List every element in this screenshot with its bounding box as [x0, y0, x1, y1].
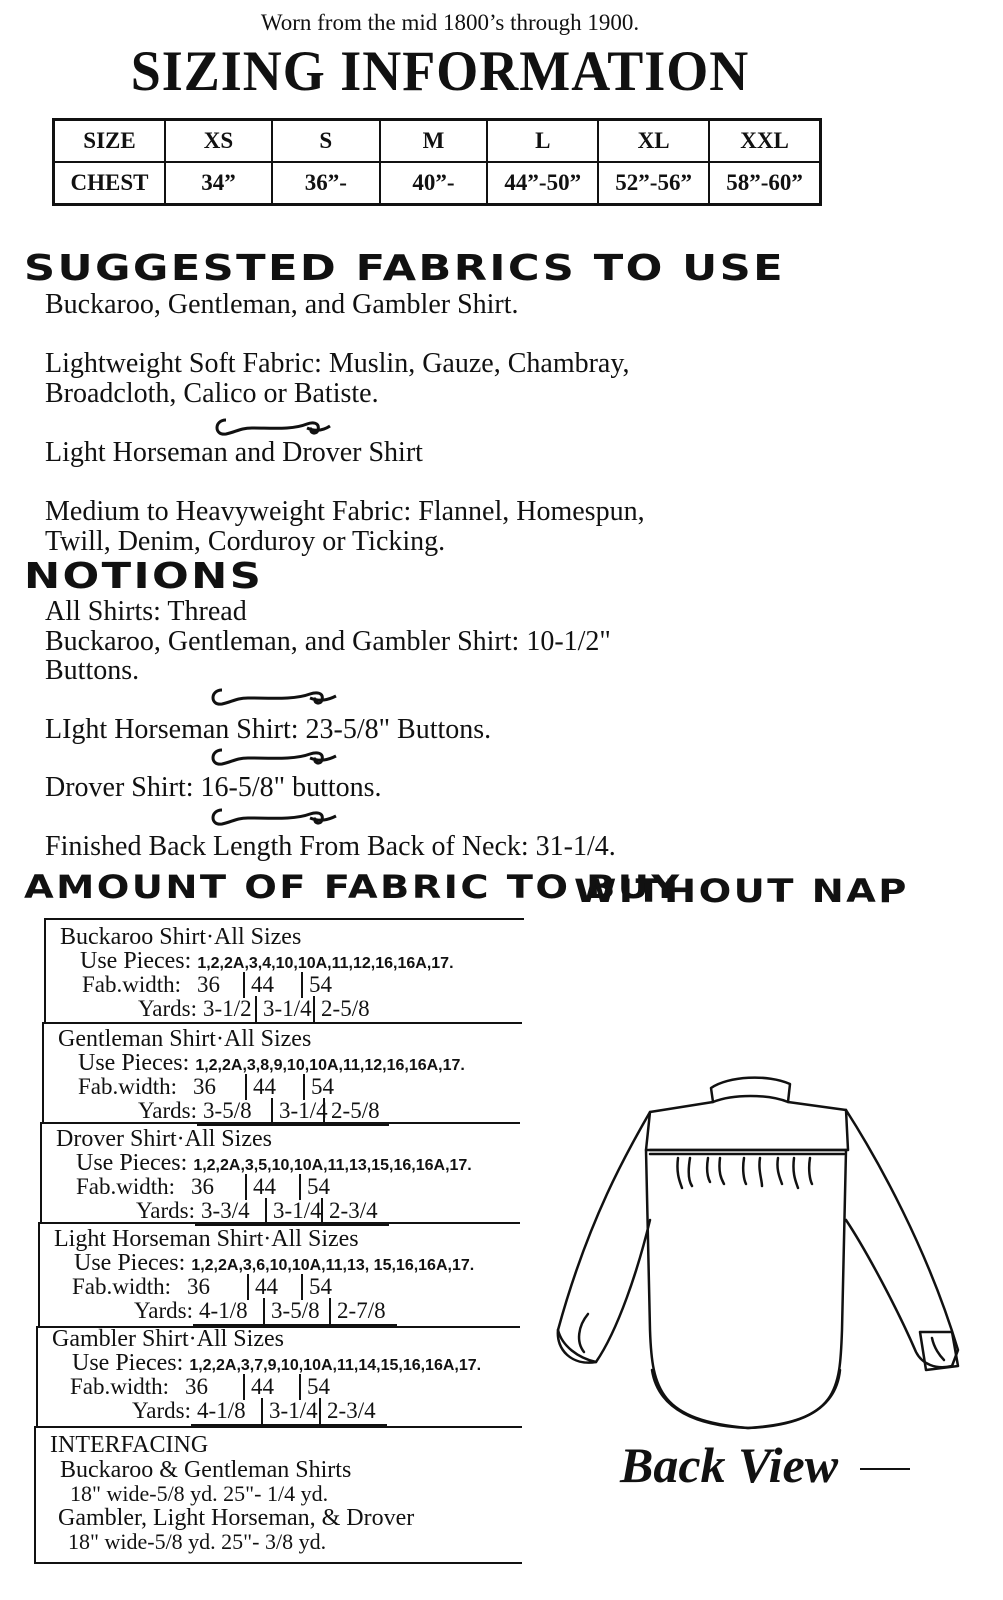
- yards-row: [136, 1198, 389, 1226]
- width-cell: 44: [243, 1374, 299, 1400]
- chest-cell: 36”-: [272, 162, 380, 205]
- page-title: SIZING INFORMATION: [130, 39, 750, 103]
- interfacing-line: Gambler, Light Horseman, & Drover: [58, 1505, 415, 1531]
- notions-line: All Shirts: Thread: [45, 596, 247, 627]
- notions-line: Buttons.: [45, 655, 140, 686]
- box-left-rule: [36, 1326, 38, 1426]
- width-cell: 36: [193, 1074, 217, 1099]
- fabric-width-row: [72, 1274, 365, 1300]
- size-cell: L: [487, 120, 598, 163]
- use-pieces: [78, 1050, 465, 1077]
- width-cell: 36: [187, 1274, 211, 1299]
- yards-cell: 3-1/4: [261, 1398, 319, 1426]
- use-pieces-label: Use Pieces:: [78, 1050, 190, 1076]
- width-cell: 54: [299, 1174, 363, 1200]
- yards-row: [132, 1398, 387, 1426]
- width-cell: 44: [247, 1274, 301, 1300]
- width-cell: 44: [245, 1074, 303, 1100]
- pieces-list: 1,2,2A,3,8,9,10,10A,11,12,16,16A,17.: [195, 1057, 465, 1074]
- fabric-group1-line2: Broadcloth, Calico or Batiste.: [45, 378, 379, 409]
- fab-width-label: Fab.width:: [76, 1174, 176, 1199]
- fabric-width-row: [76, 1174, 363, 1200]
- yards-cell: 3-1/4: [255, 996, 313, 1024]
- chest-cell: 58”-60”: [709, 162, 820, 205]
- yards-label: Yards:: [138, 996, 198, 1021]
- use-pieces: [74, 1250, 474, 1277]
- notions-line: Buckaroo, Gentleman, and Gambler Shirt: 10-1/2": [45, 626, 611, 657]
- use-pieces: [76, 1150, 472, 1177]
- box-left-rule: [34, 1426, 36, 1562]
- width-cell: 44: [245, 1174, 299, 1200]
- back-view-caption: Back View: [620, 1437, 839, 1493]
- box-left-rule: [44, 918, 46, 1022]
- size-cell: XXL: [709, 120, 820, 163]
- fabric-width-row: [82, 972, 359, 998]
- pieces-list: 1,2,2A,3,7,9,10,10A,11,14,15,16,16A,17.: [189, 1357, 482, 1374]
- width-cell: 36: [191, 1174, 215, 1199]
- box-divider: [34, 1426, 522, 1428]
- notions-line: Finished Back Length From Back of Neck: 31-1/4.: [45, 831, 616, 862]
- pieces-list: 1,2,2A,3,5,10,10A,11,13,15,16,16A,17.: [193, 1157, 472, 1174]
- interfacing-heading: INTERFACING: [50, 1432, 209, 1458]
- chest-label: CHEST: [54, 162, 166, 205]
- use-pieces-label: Use Pieces:: [74, 1250, 186, 1276]
- yards-cell: 2-5/8: [323, 1098, 389, 1126]
- flourish-ornament: [208, 806, 338, 830]
- yards-cell: 3-1/4: [265, 1198, 321, 1226]
- size-cell: XL: [598, 120, 709, 163]
- yards-cell: 3-3/4: [195, 1198, 265, 1226]
- box-bottom-rule: [34, 1562, 522, 1564]
- yards-cell: 2-3/4: [321, 1198, 389, 1226]
- chest-cell: 34”: [165, 162, 272, 205]
- width-cell: 44: [243, 972, 301, 998]
- yards-label: Yards:: [138, 1098, 198, 1123]
- use-pieces: [80, 948, 454, 975]
- chest-cell: 44”-50”: [487, 162, 598, 205]
- pieces-list: 1,2,2A,3,6,10,10A,11,13, 15,16,16A,17.: [191, 1257, 475, 1274]
- shirt-name: Gentleman Shirt·All Sizes: [58, 1026, 312, 1052]
- box-top-rule: [44, 918, 524, 920]
- shirt-name: Gambler Shirt·All Sizes: [52, 1326, 284, 1352]
- size-label: SIZE: [54, 120, 166, 163]
- size-cell: S: [272, 120, 380, 163]
- chest-cell: 52”-56”: [598, 162, 709, 205]
- pieces-list: 1,2,2A,3,4,10,10A,11,12,16,16A,17.: [197, 955, 454, 972]
- fabric-group2-line1: Medium to Heavyweight Fabric: Flannel, Homespun,: [45, 496, 645, 527]
- caption-underline: [860, 1468, 910, 1470]
- shirt-name: Drover Shirt·All Sizes: [56, 1126, 272, 1152]
- yards-cell: 2-5/8: [313, 996, 379, 1024]
- yards-row: [134, 1298, 397, 1326]
- width-cell: 54: [299, 1374, 363, 1400]
- yards-label: Yards:: [132, 1398, 192, 1423]
- chest-row: [54, 162, 821, 205]
- shirt-name: Buckaroo Shirt·All Sizes: [60, 924, 302, 950]
- sizing-table: [52, 118, 822, 206]
- box-left-rule: [38, 1222, 40, 1326]
- notions-line: Drover Shirt: 16-5/8" buttons.: [45, 772, 382, 803]
- fab-width-label: Fab.width:: [72, 1274, 172, 1299]
- yards-cell: 3-5/8: [197, 1098, 271, 1126]
- box-left-rule: [42, 1022, 44, 1122]
- flourish-ornament: [208, 686, 338, 710]
- interfacing-line: 18" wide-5/8 yd. 25"- 3/8 yd.: [68, 1529, 327, 1554]
- yards-cell: 2-3/4: [319, 1398, 387, 1426]
- shirt-back-illustration: [548, 1070, 968, 1440]
- yards-row: [138, 996, 379, 1024]
- width-cell: 54: [301, 1274, 365, 1300]
- width-cell: 54: [301, 972, 359, 998]
- amount-heading: AMOUNT OF FABRIC TO BUY: [24, 868, 682, 906]
- use-pieces: [72, 1350, 481, 1377]
- size-cell: M: [380, 120, 488, 163]
- fabric-group2-title: Light Horseman and Drover Shirt: [45, 437, 423, 468]
- fab-width-label: Fab.width:: [78, 1074, 178, 1099]
- fab-width-label: Fab.width:: [82, 972, 182, 997]
- use-pieces-label: Use Pieces:: [76, 1150, 188, 1176]
- yards-cell: 4-1/8: [193, 1298, 263, 1326]
- yards-cell: 3-5/8: [263, 1298, 329, 1326]
- yards-label: Yards:: [136, 1198, 196, 1223]
- yards-row: [138, 1098, 389, 1126]
- fabric-group1-line1: Lightweight Soft Fabric: Muslin, Gauze, Chambray,: [45, 348, 630, 379]
- flourish-ornament: [208, 746, 338, 770]
- width-cell: 36: [197, 972, 221, 997]
- fabrics-heading: SUGGESTED FABRICS TO USE: [24, 248, 786, 289]
- chest-cell: 40”-: [380, 162, 488, 205]
- yards-cell: 2-7/8: [329, 1298, 397, 1326]
- yards-label: Yards:: [134, 1298, 194, 1323]
- fabric-group2-line2: Twill, Denim, Corduroy or Ticking.: [45, 526, 446, 557]
- notions-line: LIght Horseman Shirt: 23-5/8" Buttons.: [45, 714, 492, 745]
- fab-width-label: Fab.width:: [70, 1374, 170, 1399]
- width-cell: 36: [185, 1374, 209, 1399]
- notions-heading: NOTIONS: [24, 556, 264, 597]
- size-cell: XS: [165, 120, 272, 163]
- yards-cell: 3-1/4: [271, 1098, 323, 1126]
- header-subtitle: Worn from the mid 1800’s through 1900.: [260, 10, 640, 35]
- yards-cell: 3-1/2: [197, 996, 255, 1024]
- width-cell: 54: [303, 1074, 361, 1100]
- interfacing-line: 18" wide-5/8 yd. 25"- 1/4 yd.: [70, 1481, 329, 1506]
- fabric-group1-title: Buckaroo, Gentleman, and Gambler Shirt.: [45, 289, 519, 320]
- shirt-name: Light Horseman Shirt·All Sizes: [54, 1226, 359, 1252]
- amount-heading-nap: WITHOUT NAP: [574, 872, 909, 910]
- use-pieces-label: Use Pieces:: [72, 1350, 184, 1376]
- fabric-width-row: [70, 1374, 363, 1400]
- fabric-width-row: [78, 1074, 361, 1100]
- use-pieces-label: Use Pieces:: [80, 948, 192, 974]
- yards-cell: 4-1/8: [191, 1398, 261, 1426]
- interfacing-line: Buckaroo & Gentleman Shirts: [60, 1457, 352, 1483]
- box-left-rule: [40, 1122, 42, 1222]
- size-row: [54, 120, 821, 163]
